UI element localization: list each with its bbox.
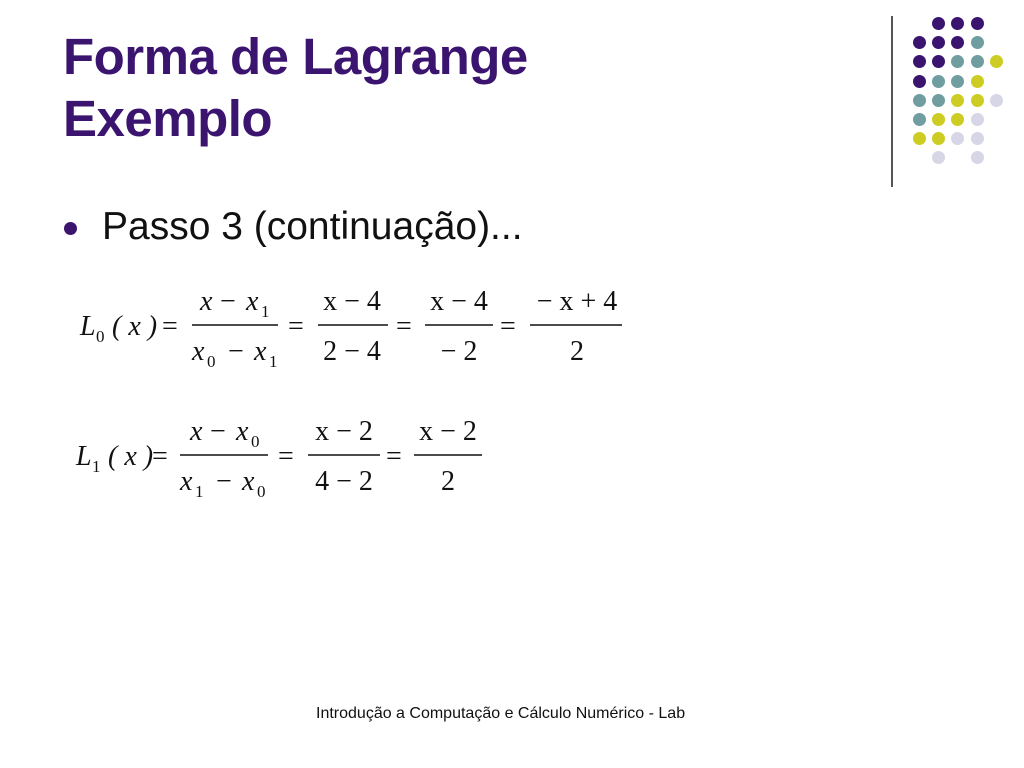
dot-icon: [971, 94, 984, 107]
equation-l1: [66, 410, 496, 506]
eq1-f1-num-a: x: [200, 286, 213, 317]
eq2-f1-num-op: −: [210, 416, 226, 447]
eq2-lhs-L: L: [76, 441, 92, 472]
eq1-f1-den-a: x: [192, 336, 205, 367]
equation-l0: [70, 280, 630, 376]
dot-icon: [971, 75, 984, 88]
dot-icon: [951, 94, 964, 107]
slide-title: [63, 26, 528, 150]
eq1-f1-den-b-sub: 1: [269, 352, 278, 371]
eq2-f1-den-a-sub: 1: [195, 482, 204, 501]
eq2-equals-3: =: [386, 441, 402, 472]
dot-icon: [913, 94, 926, 107]
dot-icon: [932, 132, 945, 145]
slide-footer: Introdução a Computação e Cálculo Numérico - Lab: [316, 705, 686, 722]
dot-icon: [951, 113, 964, 126]
dot-icon: [932, 17, 945, 30]
dot-icon: [971, 113, 984, 126]
eq1-equals-3: =: [396, 311, 412, 342]
eq1-equals-4: =: [500, 311, 516, 342]
dot-icon: [971, 151, 984, 164]
eq2-f1-den-b: x: [242, 466, 255, 497]
eq1-f2-den: 2 − 4: [323, 336, 381, 367]
dot-icon: [932, 55, 945, 68]
eq1-lhs-L: L: [80, 311, 96, 342]
eq2-lhs-sub: 1: [92, 457, 101, 476]
dot-icon: [932, 36, 945, 49]
eq1-lhs-arg: ( x ): [112, 311, 158, 342]
dot-icon: [990, 55, 1003, 68]
dot-icon: [913, 113, 926, 126]
dot-icon: [971, 55, 984, 68]
dot-icon: [913, 55, 926, 68]
eq2-f1-num-b-sub: 0: [251, 432, 260, 451]
dot-icon: [951, 75, 964, 88]
eq1-f3-den: − 2: [440, 336, 478, 367]
eq1-f3-num: x − 4: [430, 286, 488, 317]
bullet-text: Passo 3 (continuação)...: [102, 205, 523, 248]
dot-icon: [951, 55, 964, 68]
eq1-f1-num-b-sub: 1: [261, 302, 270, 321]
dot-icon: [932, 75, 945, 88]
bullet-dot-icon: [64, 222, 77, 235]
eq1-f4-den: 2: [570, 336, 584, 367]
eq2-f1-den-op: −: [216, 466, 232, 497]
eq1-f1-den-b: x: [254, 336, 267, 367]
dot-icon: [971, 17, 984, 30]
dot-icon: [990, 94, 1003, 107]
eq2-equals-2: =: [278, 441, 294, 472]
eq1-equals-2: =: [288, 311, 304, 342]
dot-icon: [971, 36, 984, 49]
eq2-f2-num: x − 2: [315, 416, 373, 447]
eq1-f4-num: − x + 4: [536, 286, 618, 317]
title-line-1: Forma de Lagrange: [63, 28, 528, 85]
eq1-f2-num: x − 4: [323, 286, 381, 317]
dot-icon: [971, 132, 984, 145]
eq2-f1-num-a: x: [190, 416, 203, 447]
title-line-2: Exemplo: [63, 90, 273, 147]
eq2-f3-den: 2: [441, 466, 455, 497]
eq2-f1-num-b: x: [236, 416, 249, 447]
eq1-f1-num-b: x: [246, 286, 259, 317]
vertical-divider: [891, 16, 893, 187]
eq2-f1-den-b-sub: 0: [257, 482, 266, 501]
dot-icon: [951, 17, 964, 30]
eq1-f1-den-op: −: [228, 336, 244, 367]
eq1-f1-num-op: −: [220, 286, 236, 317]
eq1-lhs-sub: 0: [96, 327, 105, 346]
eq2-f3-num: x − 2: [419, 416, 477, 447]
eq1-f1-den-a-sub: 0: [207, 352, 216, 371]
dot-icon: [932, 113, 945, 126]
dot-icon: [932, 94, 945, 107]
dot-icon: [913, 36, 926, 49]
eq2-lhs-arg: ( x ): [108, 441, 154, 472]
eq2-f2-den: 4 − 2: [315, 466, 373, 497]
dot-icon: [913, 75, 926, 88]
eq1-equals-1: =: [162, 311, 178, 342]
dot-icon: [932, 151, 945, 164]
dot-icon: [951, 132, 964, 145]
eq2-equals-1: =: [152, 441, 168, 472]
dot-icon: [913, 132, 926, 145]
eq2-f1-den-a: x: [180, 466, 193, 497]
dot-icon: [951, 36, 964, 49]
